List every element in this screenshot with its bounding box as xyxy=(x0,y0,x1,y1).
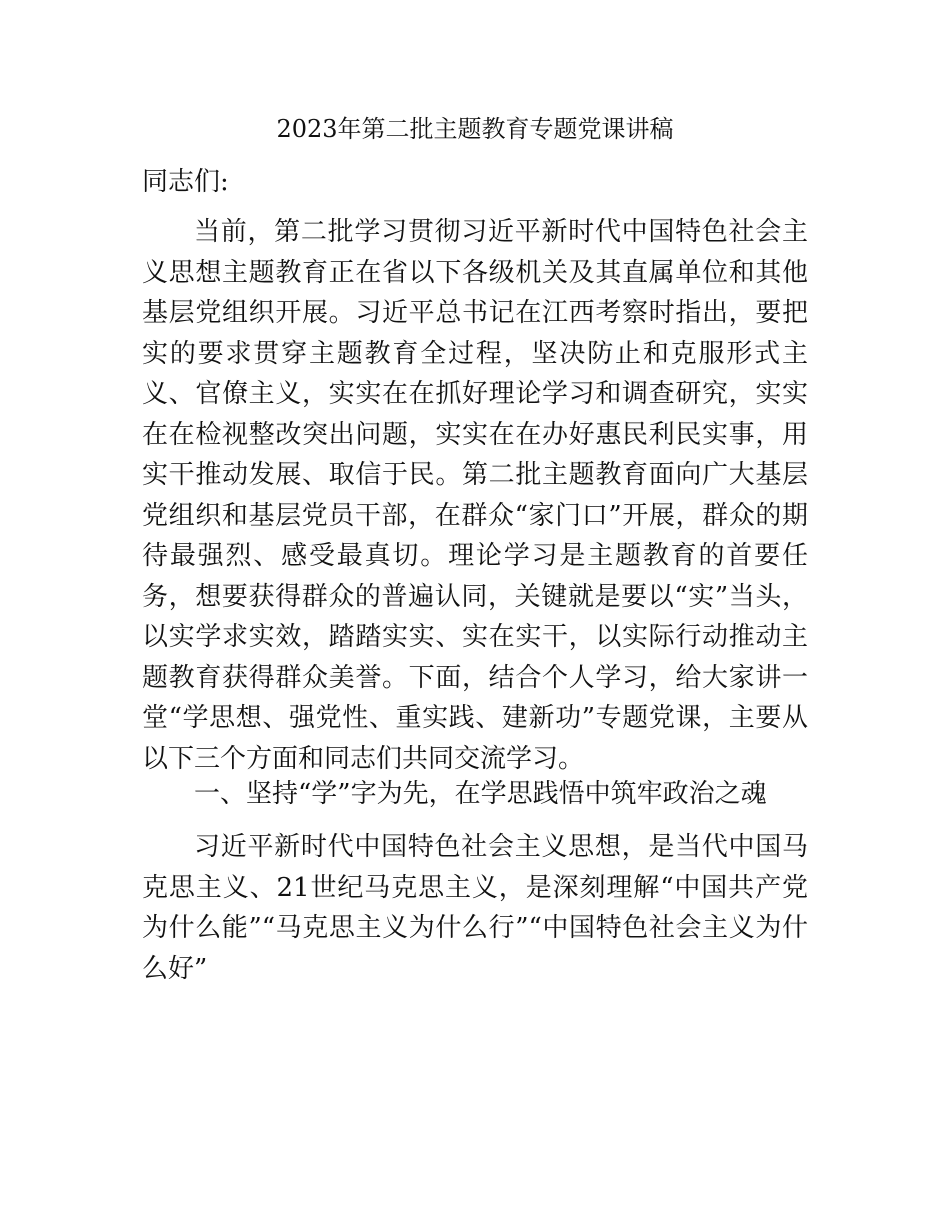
salutation: 同志们: xyxy=(142,167,229,197)
document-title: 2023年第二批主题教育专题党课讲稿 xyxy=(276,115,674,143)
section-heading-1: 一、坚持“学”字为先，在学思践悟中筑牢政治之魂 xyxy=(194,779,767,809)
paragraph-section-1: 习近平新时代中国特色社会主义思想，是当代中国马克思主义、21世纪马克思主义，是深刻理解“中国共产党为什么能”“马克思主义为什么行”“中国特色社会主义为什么好” xyxy=(142,832,808,984)
paragraph-introduction: 当前，第二批学习贯彻习近平新时代中国特色社会主义思想主题教育正在省以下各级机关及其直属单位和其他基层党组织开展。习近平总书记在江西考察时指出，要把实的要求贯穿主题教育全过程，坚决防止和克服形式主义、官僚主义，实实在在抓好理论学习和调查研究，实实在在检视整改突出问题，实实在在办好惠民利民实事，用实干推动发展、取信于民。第二批主题教育面向广大基层党组织和基层党员干部，在群众“家门口”开展，群众的期待最强烈、感受最真切。理论学习是主题教育的首要任务，想要获得群众的普遍认同，关键就是要以“实”当头，以实学求实效，踏踏实实、实在实干，以实际行动推动主题教育获得群众美誉。下面，结合个人学习，给大家讲一堂“学思想、强党性、重实践、建新功”专题党课，主要从以下三个方面和同志们共同交流学习。 xyxy=(142,217,808,774)
